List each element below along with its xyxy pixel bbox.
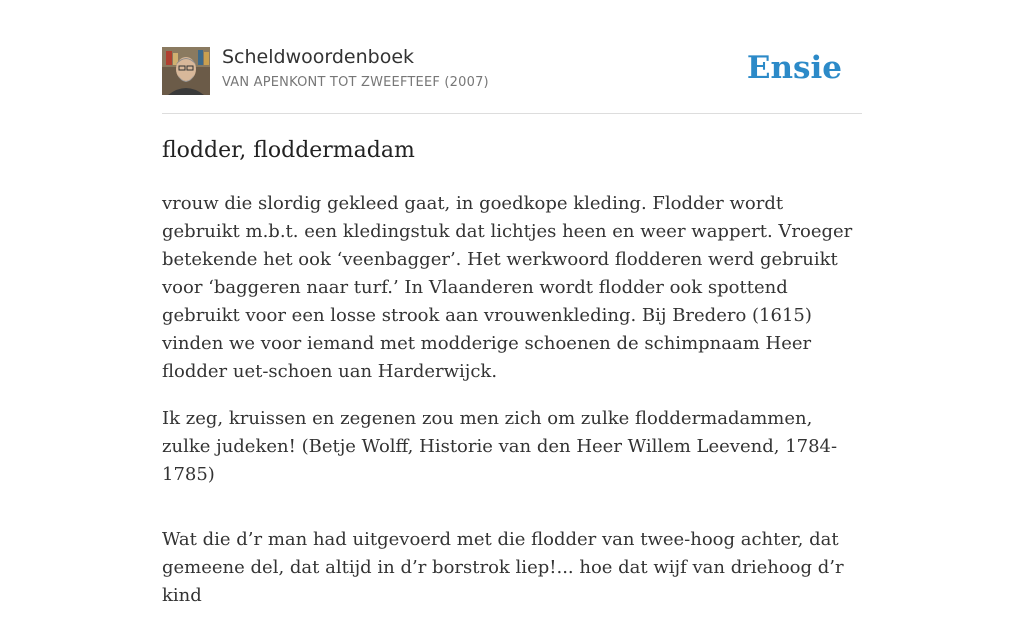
definition-paragraph: vrouw die slordig gekleed gaat, in goedkope kleding. Flodder wordt gebruikt m.b.t. een kledingstuk dat lichtjes heen en weer wappert. Vroeger betekende het ook ‘veenbagger’. Het werkwoord flodderen werd gebruikt voor ‘baggeren naar turf.’ In Vlaanderen wordt flodder ook spottend gebruikt voor een losse strook aan vrouwenkleding. Bij Bredero (1615) vinden we voor iemand met modderige schoenen de schimpnaam Heer flodder uet-schoen uan Harderwijck. [162, 193, 853, 382]
source-header [162, 46, 862, 96]
entry-title: flodder, floddermadam [162, 138, 415, 163]
quote-paragraph: Wat die d’r man had uitgevoerd met die flodder van twee-hoog achter, dat gemeene del, dat altijd in d’r borstrok liep!... hoe dat wijf van driehoog d’r kind [162, 529, 844, 606]
header-divider [162, 113, 862, 114]
brand-logo[interactable]: Ensie [746, 50, 842, 86]
source-title[interactable]: Scheldwoordenboek [222, 46, 415, 68]
quote-paragraph: Ik zeg, kruissen en zegenen zou men zich om zulke floddermadammen, zulke judeken! (Betje Wolff, Historie van den Heer Willem Leevend, 1784-1785) [162, 408, 838, 485]
author-avatar[interactable] [162, 47, 210, 95]
entry-body [162, 190, 862, 629]
source-subtitle: VAN APENKONT TOT ZWEEFTEEF (2007) [222, 75, 489, 90]
author-photo-icon [162, 47, 210, 95]
